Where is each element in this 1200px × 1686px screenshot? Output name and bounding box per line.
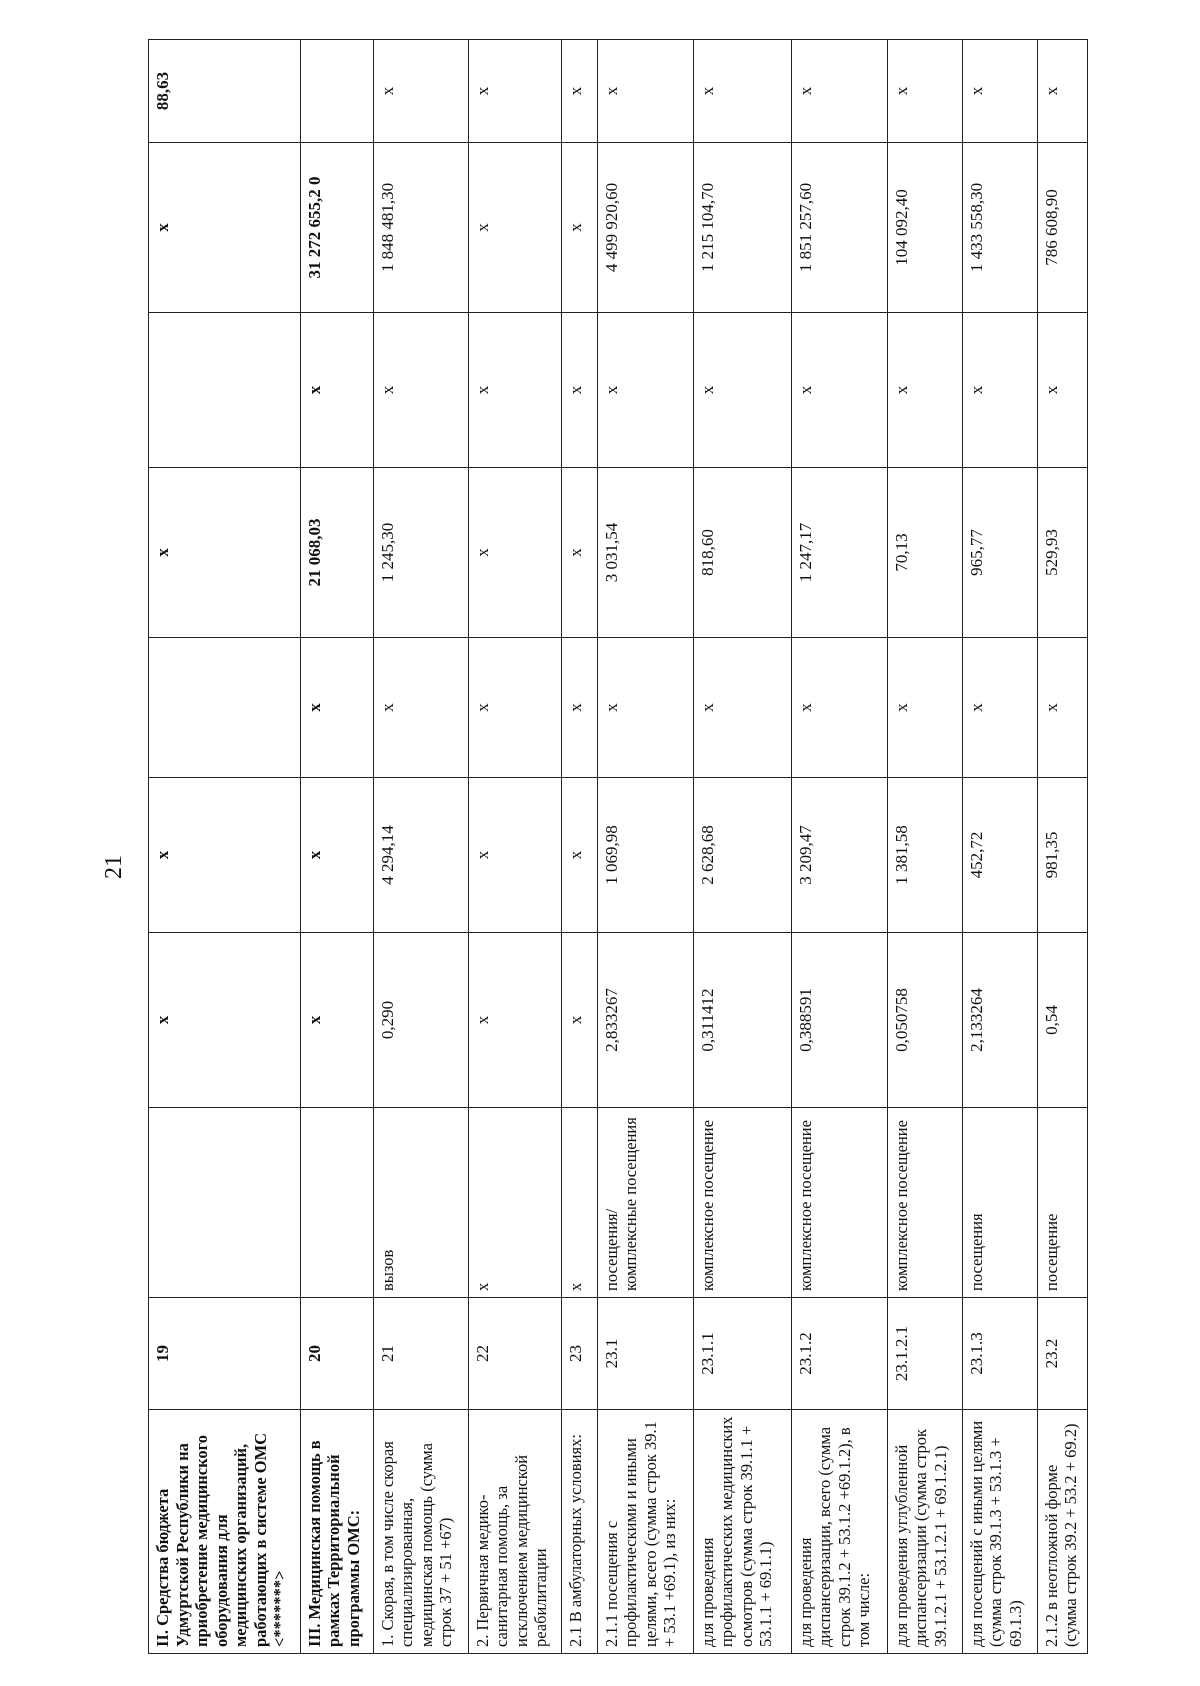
cell-volume-norm: 2,833267 bbox=[597, 933, 693, 1108]
cell-name: II. Средства бюджета Удмуртской Республики на приобретение медицинского оборудования для медицинских организаций, работающих в системе ОМС <*******> bbox=[149, 1410, 301, 1654]
cell-percent: х bbox=[791, 40, 887, 143]
cell-unit: комплексное посещение bbox=[791, 1108, 887, 1298]
cell-budget-total: х bbox=[300, 313, 373, 468]
cell-cost-per-unit: 1 381,58 bbox=[887, 778, 962, 933]
table-row bbox=[791, 40, 887, 1654]
cell-row-number: 22 bbox=[468, 1298, 562, 1410]
cell-percent: х bbox=[1037, 40, 1087, 143]
cell-percent: х bbox=[562, 40, 597, 143]
cell-oms-per-capita: 3 031,54 bbox=[597, 468, 693, 638]
cell-cost-per-unit: 3 209,47 bbox=[791, 778, 887, 933]
cell-oms-total: 1 433 558,30 bbox=[962, 143, 1037, 313]
cell-budget-total: х bbox=[791, 313, 887, 468]
cell-volume-norm: х bbox=[562, 933, 597, 1108]
cell-name: III. Медицинская помощь в рамках Территориальной программы ОМС: bbox=[300, 1410, 373, 1654]
cell-budget-total bbox=[149, 313, 301, 468]
cell-oms-per-capita: 965,77 bbox=[962, 468, 1037, 638]
cell-percent: х bbox=[597, 40, 693, 143]
cell-budget-total: х bbox=[562, 313, 597, 468]
cell-oms-total: 104 092,40 bbox=[887, 143, 962, 313]
cell-row-number: 21 bbox=[373, 1298, 468, 1410]
table-row bbox=[562, 40, 597, 1654]
page-number: 21 bbox=[101, 855, 127, 879]
cell-row-number: 23.1.2.1 bbox=[887, 1298, 962, 1410]
cell-name: 2.1.1 посещения с профилактическими и иными целями, всего (сумма строк 39.1 + 53.1 +69.1), из них: bbox=[597, 1410, 693, 1654]
table-body bbox=[149, 40, 1088, 1654]
cell-volume-norm: х bbox=[468, 933, 562, 1108]
cell-budget-per-capita: х bbox=[962, 638, 1037, 778]
cell-row-number: 23.1.2 bbox=[791, 1298, 887, 1410]
cell-volume-norm: х bbox=[300, 933, 373, 1108]
cell-oms-per-capita: 1 247,17 bbox=[791, 468, 887, 638]
table-row bbox=[373, 40, 468, 1654]
cell-unit: х bbox=[562, 1108, 597, 1298]
cell-unit: комплексное посещение bbox=[693, 1108, 791, 1298]
cell-row-number: 23.1 bbox=[597, 1298, 693, 1410]
cell-oms-per-capita: 1 245,30 bbox=[373, 468, 468, 638]
cell-oms-total: 786 608,90 bbox=[1037, 143, 1087, 313]
cell-row-number: 23 bbox=[562, 1298, 597, 1410]
cell-oms-per-capita: 21 068,03 bbox=[300, 468, 373, 638]
cell-budget-per-capita: х bbox=[791, 638, 887, 778]
table-row bbox=[1037, 40, 1087, 1654]
cell-cost-per-unit: 981,35 bbox=[1037, 778, 1087, 933]
cell-budget-per-capita: х bbox=[693, 638, 791, 778]
cell-cost-per-unit: х bbox=[468, 778, 562, 933]
cell-unit bbox=[149, 1108, 301, 1298]
cell-budget-per-capita: х bbox=[373, 638, 468, 778]
cell-unit: посещения/ комплексные посещения bbox=[597, 1108, 693, 1298]
table-row bbox=[693, 40, 791, 1654]
cell-budget-total: х bbox=[693, 313, 791, 468]
cell-volume-norm: 0,311412 bbox=[693, 933, 791, 1108]
cell-percent: х bbox=[693, 40, 791, 143]
cell-budget-per-capita: х bbox=[597, 638, 693, 778]
cell-name: для проведения углубленной диспансеризации (сумма строк 39.1.2.1 + 53.1.2.1 + 69.1.2.1) bbox=[887, 1410, 962, 1654]
cell-volume-norm: х bbox=[149, 933, 301, 1108]
table-row bbox=[300, 40, 373, 1654]
cell-oms-per-capita: х bbox=[468, 468, 562, 638]
cell-percent: х bbox=[468, 40, 562, 143]
cell-name: 2. Первичная медико-санитарная помощь, за исключением медицинской реабилитации bbox=[468, 1410, 562, 1654]
cell-unit bbox=[300, 1108, 373, 1298]
cell-oms-total: 31 272 655,2 0 bbox=[300, 143, 373, 313]
cell-row-number: 20 bbox=[300, 1298, 373, 1410]
cell-volume-norm: 0,388591 bbox=[791, 933, 887, 1108]
table-row bbox=[962, 40, 1037, 1654]
cell-budget-total: х bbox=[887, 313, 962, 468]
cell-budget-per-capita: х bbox=[468, 638, 562, 778]
cell-oms-per-capita: 70,13 bbox=[887, 468, 962, 638]
cell-budget-per-capita: х bbox=[1037, 638, 1087, 778]
cell-percent: х bbox=[962, 40, 1037, 143]
cell-budget-per-capita: х bbox=[562, 638, 597, 778]
cell-volume-norm: 2,133264 bbox=[962, 933, 1037, 1108]
cell-oms-total: 4 499 920,60 bbox=[597, 143, 693, 313]
table-row bbox=[597, 40, 693, 1654]
cell-percent: х bbox=[887, 40, 962, 143]
cell-unit: х bbox=[468, 1108, 562, 1298]
cell-name: 2.1.2 в неотложной форме (сумма строк 39.2 + 53.2 + 69.2) bbox=[1037, 1410, 1087, 1654]
cell-percent: 88,63 bbox=[149, 40, 301, 143]
cell-budget-per-capita: х bbox=[300, 638, 373, 778]
cell-volume-norm: 0,290 bbox=[373, 933, 468, 1108]
table-row bbox=[887, 40, 962, 1654]
cell-unit: посещение bbox=[1037, 1108, 1087, 1298]
cell-budget-total: х bbox=[962, 313, 1037, 468]
cell-oms-total: х bbox=[468, 143, 562, 313]
cell-unit: комплексное посещение bbox=[887, 1108, 962, 1298]
cell-budget-per-capita bbox=[149, 638, 301, 778]
cell-row-number: 23.1.3 bbox=[962, 1298, 1037, 1410]
cell-oms-total: х bbox=[562, 143, 597, 313]
cell-oms-total: 1 848 481,30 bbox=[373, 143, 468, 313]
table-row bbox=[468, 40, 562, 1654]
cell-unit: посещения bbox=[962, 1108, 1037, 1298]
cell-cost-per-unit: х bbox=[562, 778, 597, 933]
cell-budget-total: х bbox=[373, 313, 468, 468]
cell-oms-total: х bbox=[149, 143, 301, 313]
cell-cost-per-unit: 2 628,68 bbox=[693, 778, 791, 933]
cell-cost-per-unit: 1 069,98 bbox=[597, 778, 693, 933]
cell-row-number: 23.2 bbox=[1037, 1298, 1087, 1410]
cell-oms-per-capita: 529,93 bbox=[1037, 468, 1087, 638]
cell-oms-per-capita: 818,60 bbox=[693, 468, 791, 638]
cell-oms-per-capita: х bbox=[149, 468, 301, 638]
cell-oms-total: 1 851 257,60 bbox=[791, 143, 887, 313]
cell-cost-per-unit: х bbox=[149, 778, 301, 933]
cell-cost-per-unit: х bbox=[300, 778, 373, 933]
financing-table bbox=[148, 39, 1088, 1654]
cell-name: для проведения диспансеризации, всего (сумма строк 39.1.2 + 53.1.2 +69.1.2), в том числе: bbox=[791, 1410, 887, 1654]
cell-name: для посещений с иными целями (сумма строк 39.1.3 + 53.1.3 + 69.1.3) bbox=[962, 1410, 1037, 1654]
cell-budget-total: х bbox=[1037, 313, 1087, 468]
cell-volume-norm: 0,050758 bbox=[887, 933, 962, 1108]
cell-budget-total: х bbox=[597, 313, 693, 468]
cell-name: для проведения профилактических медицинских осмотров (сумма строк 39.1.1 + 53.1.1 + 69.1.1) bbox=[693, 1410, 791, 1654]
cell-budget-per-capita: х bbox=[887, 638, 962, 778]
cell-volume-norm: 0,54 bbox=[1037, 933, 1087, 1108]
cell-oms-total: 1 215 104,70 bbox=[693, 143, 791, 313]
cell-budget-total: х bbox=[468, 313, 562, 468]
cell-cost-per-unit: 4 294,14 bbox=[373, 778, 468, 933]
cell-percent bbox=[300, 40, 373, 143]
rotated-table-container bbox=[148, 40, 1088, 1654]
cell-name: 1. Скорая, в том числе скорая специализированная, медицинская помощь (сумма строк 37 + 51 +67) bbox=[373, 1410, 468, 1654]
cell-unit: вызов bbox=[373, 1108, 468, 1298]
cell-cost-per-unit: 452,72 bbox=[962, 778, 1037, 933]
cell-name: 2.1 В амбулаторных условиях: bbox=[562, 1410, 597, 1654]
cell-row-number: 23.1.1 bbox=[693, 1298, 791, 1410]
cell-row-number: 19 bbox=[149, 1298, 301, 1410]
cell-oms-per-capita: х bbox=[562, 468, 597, 638]
cell-percent: х bbox=[373, 40, 468, 143]
table-row bbox=[149, 40, 301, 1654]
